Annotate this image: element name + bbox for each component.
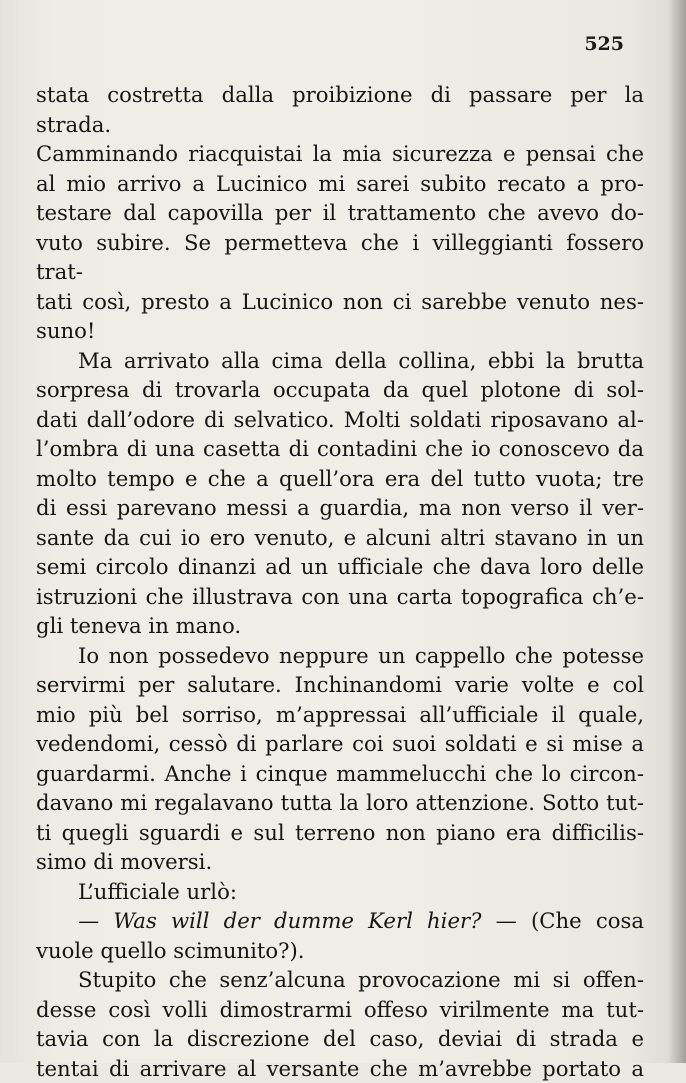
text-line: l’ombra di una casetta di contadini che io conoscevo da (36, 434, 644, 464)
page-edge-shadow (668, 0, 686, 1063)
text-line: vuole quello scimunito?). (36, 936, 644, 966)
text-line: Ma arrivato alla cima della collina, ebbi la brutta (36, 346, 644, 376)
text-line: simo di moversi. (36, 847, 644, 877)
text-line: tati così, presto a Lucinico non ci sarebbe venuto nes- (36, 287, 644, 317)
text-line: Io non possedevo neppure un cappello che potesse (36, 641, 644, 671)
text-line: davano mi regalavano tutta la loro attenzione. Sotto tut- (36, 788, 644, 818)
text-line: servirmi per salutare. Inchinandomi varie volte e col (36, 670, 644, 700)
text-line: desse così volli dimostrarmi offeso virilmente ma tut- (36, 995, 644, 1025)
text-line: gli teneva in mano. (36, 611, 644, 641)
text-line: di essi parevano messi a guardia, ma non verso il ver- (36, 493, 644, 523)
dialogue-line (36, 906, 644, 936)
text-line: stata costretta dalla proibizione di passare per la strada. (36, 80, 644, 139)
text-line: ti quegli sguardi e sul terreno non piano era difficilis- (36, 818, 644, 848)
text-line: guardarmi. Anche i cinque mammelucchi che lo circon- (36, 759, 644, 789)
page-number: 525 (584, 33, 624, 55)
text-line: suno! (36, 316, 644, 346)
body-text (36, 80, 644, 1083)
text-line: vedendomi, cessò di parlare coi suoi soldati e si mise a (36, 729, 644, 759)
text-line: testare dal capovilla per il trattamento che avevo do- (36, 198, 644, 228)
text-line: L’ufficiale urlò: (36, 877, 644, 907)
dialogue-rest: — (Che cosa (496, 908, 644, 933)
text-line: molto tempo e che a quell’ora era del tutto vuota; tre (36, 464, 644, 494)
text-line: tentai di arrivare al versante che m’avrebbe portato a (36, 1054, 644, 1083)
text-line: semi circolo dinanzi ad un ufficiale che dava loro delle (36, 552, 644, 582)
text-line: Camminando riacquistai la mia sicurezza e pensai che (36, 139, 644, 169)
text-line: Stupito che senz’alcuna provocazione mi si offen- (36, 965, 644, 995)
text-line: mio più bel sorriso, m’appressai all’ufficiale il quale, (36, 700, 644, 730)
german-quote: Was will der dumme Kerl hier? (113, 908, 481, 933)
text-line: tavia con la discrezione del caso, deviai di strada e (36, 1024, 644, 1054)
text-line: al mio arrivo a Lucinico mi sarei subito recato a pro- (36, 169, 644, 199)
text-line: sante da cui io ero venuto, e alcuni altri stavano in un (36, 523, 644, 553)
text-line: vuto subire. Se permetteva che i villeggianti fossero trat- (36, 228, 644, 287)
text-line: istruzioni che illustrava con una carta topografica ch’e- (36, 582, 644, 612)
text-line: dati dall’odore di selvatico. Molti soldati riposavano al- (36, 405, 644, 435)
text-line: sorpresa di trovarla occupata da quel plotone di sol- (36, 375, 644, 405)
dialogue-dash: — (78, 908, 99, 933)
